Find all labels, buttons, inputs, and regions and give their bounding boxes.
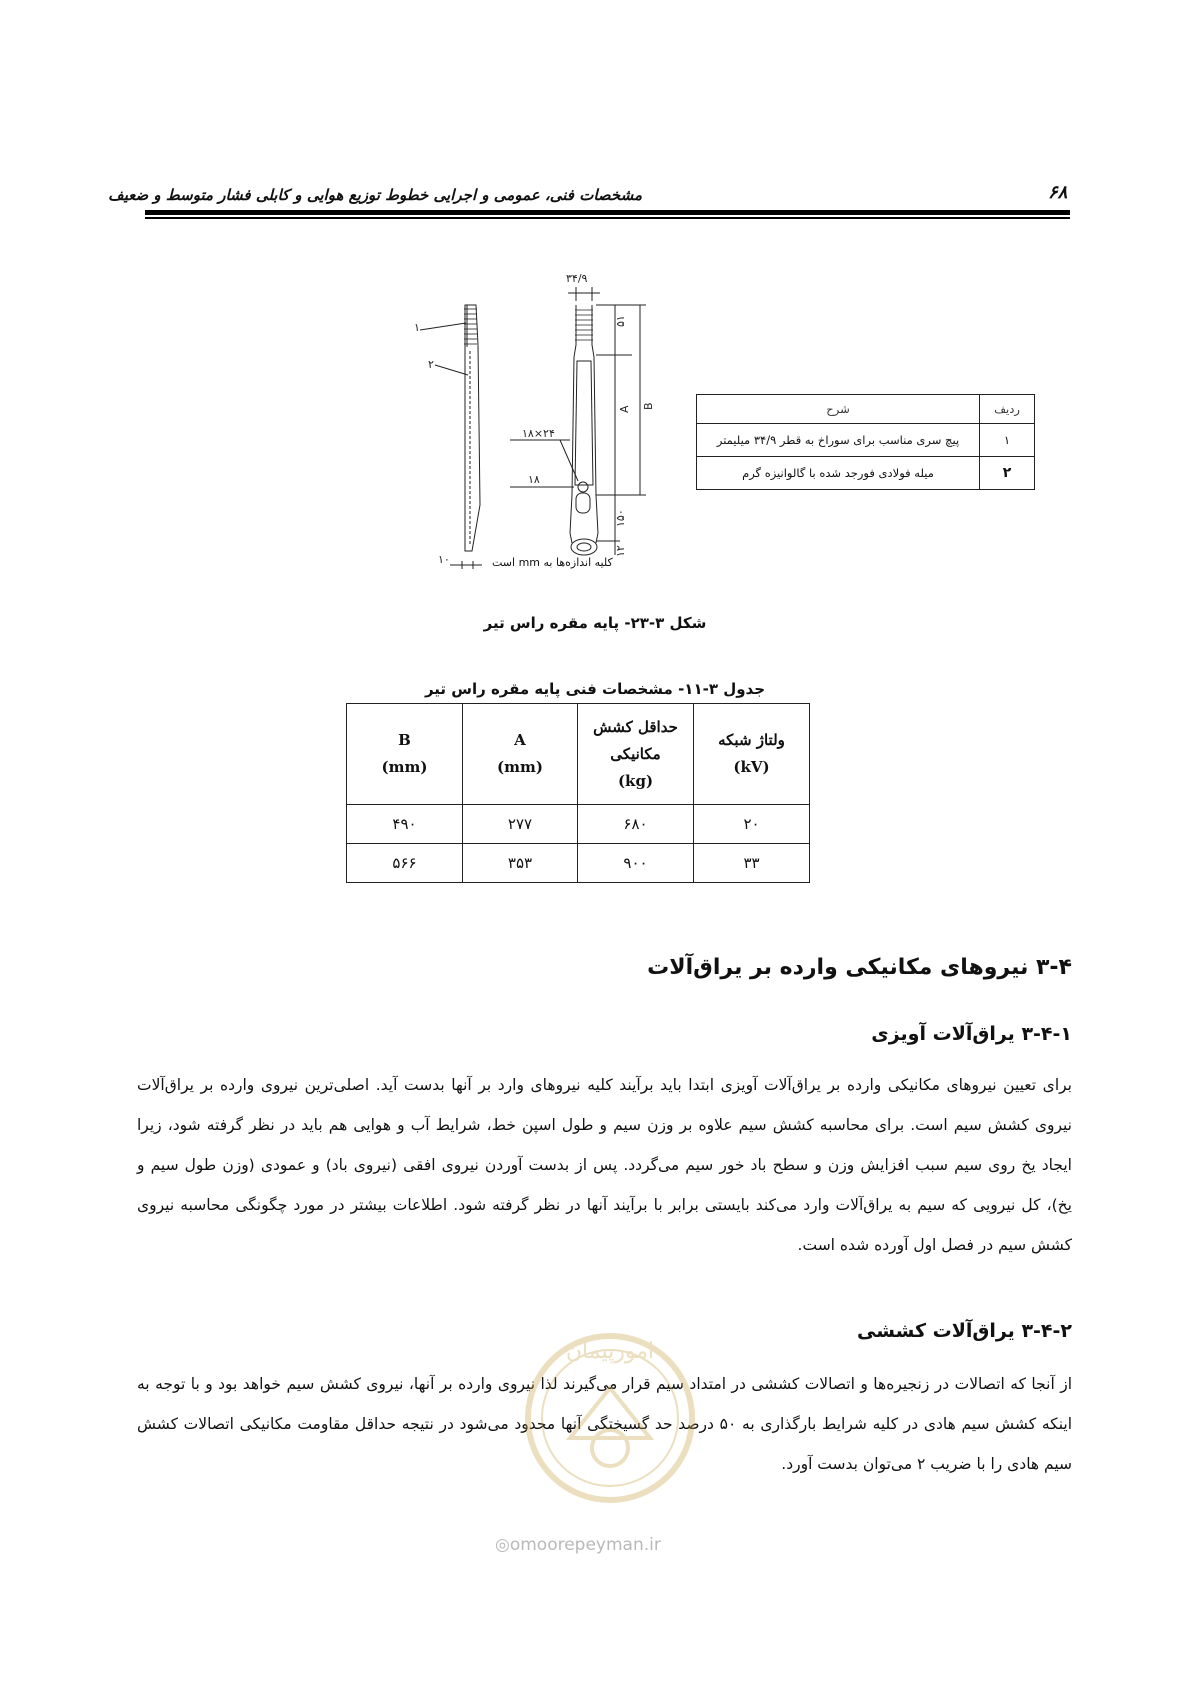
dim-18-label: ۱۸: [528, 473, 540, 486]
cell-tension: ۹۰۰: [578, 844, 694, 883]
col-header-b: B (mm): [347, 704, 463, 805]
cell-tension: ۶۸۰: [578, 805, 694, 844]
col-header-tension: حداقل کشش مکانیکی (kg): [578, 704, 694, 805]
table-row: [697, 424, 1035, 457]
running-header-title: مشخصات فنی، عمومی و اجرایی خطوط توزیع هوایی و کابلی فشار متوسط و ضعیف: [108, 186, 642, 204]
legend-row-desc: پیچ سری مناسب برای سوراخ به قطر ۳۴/۹ میلیمتر: [697, 424, 980, 457]
page-number: ۶۸: [1048, 182, 1068, 203]
insulator-pin-drawing: [410, 265, 670, 585]
subsection-heading-2: ۳-۴-۲ یراق‌آلات کششی: [857, 1320, 1072, 1342]
dim-top-label: ۳۴/۹: [566, 272, 588, 285]
section-heading: ۳-۴ نیروهای مکانیکی وارده بر یراق‌آلات: [647, 955, 1072, 980]
legend-header-desc: شرح: [697, 395, 980, 424]
table-row: [697, 457, 1035, 490]
dim-10-label: ۱۰: [438, 553, 450, 566]
svg-text:امورپیمان: امورپیمان: [565, 1339, 655, 1364]
at-icon: ◎: [495, 1535, 510, 1555]
table-row: [347, 844, 810, 883]
callout-2-label: ۲: [428, 358, 434, 371]
dim-a-label: A: [618, 405, 631, 413]
parts-legend-table: [696, 394, 1035, 490]
cell-b: ۴۹۰: [347, 805, 463, 844]
cell-a: ۲۷۷: [463, 805, 578, 844]
watermark-url: ◎omoorepeyman.ir: [495, 1535, 661, 1555]
legend-header-row: ردیف: [980, 395, 1035, 424]
watermark-logo: [520, 1318, 700, 1533]
figure-units-note: کلیه اندازه‌ها به mm است: [492, 556, 613, 569]
dim-51-label: ۵۱: [614, 315, 627, 327]
legend-row-number: ۲: [980, 457, 1035, 490]
table-row: [347, 805, 810, 844]
cell-a: ۳۵۳: [463, 844, 578, 883]
spec-table: [346, 703, 810, 883]
cell-voltage: ۲۰: [694, 805, 810, 844]
cell-b: ۵۶۶: [347, 844, 463, 883]
dim-150-label: ۱۵۰: [614, 509, 627, 527]
callout-1-label: ۱: [414, 321, 420, 334]
col-header-a: A (mm): [463, 704, 578, 805]
dim-12-label: ۱۲: [614, 545, 627, 557]
dim-b-label: B: [642, 402, 655, 410]
cell-voltage: ۳۳: [694, 844, 810, 883]
table-caption: جدول ۳-۱۱- مشخصات فنی پایه مقره راس تیر: [424, 680, 766, 698]
subsection-heading-1: ۳-۴-۱ یراق‌آلات آویزی: [871, 1023, 1072, 1045]
paragraph-tension: از آنجا که اتصالات در زنجیره‌ها و اتصالات کششی در امتداد سیم قرار می‌گیرند لذا نیروی وارده بر آنها، نیروی کشش سیم خواهد بود و با توجه به اینکه کشش سیم هادی در کلیه شرایط بارگذاری به ۵۰ درصد حد گسیختگی آنها محدود می‌شود در نتیجه حداقل مقاومت مکانیکی اتصالات کشش سیم هادی را با ضریب ۲ می‌توان بدست آورد.: [137, 1375, 1073, 1473]
header-rule-thick: [145, 210, 1070, 215]
hole-size-label: ۱۸×۲۴: [522, 427, 555, 440]
figure-caption: شکل ۳-۲۳- پایه مقره راس تیر: [483, 614, 707, 632]
header-rule-thin: [145, 217, 1070, 219]
col-header-voltage: ولتاژ شبکه (kV): [694, 704, 810, 805]
paragraph-suspension: برای تعیین نیروهای مکانیکی وارده بر یراق‌آلات آویزی ابتدا باید برآیند کلیه نیروهای وارد بر آنها بدست آید. اصلی‌ترین نیروی وارده بر یراق‌آلات نیروی کشش سیم است. برای محاسبه کشش سیم علاوه بر وزن سیم و طول اسپن خط، شرایط آب و هوایی هم باید در نظر گرفته شود، زیرا ایجاد یخ روی سیم سبب افزایش وزن و سطح باد خور سیم می‌گردد. پس از بدست آوردن نیروی افقی (نیروی باد) و عمودی (وزن طول سیم و یخ)، کل نیرویی که سیم به یراق‌آلات وارد می‌کند بایستی برابر با برآیند آنها در نظر گرفته شود. اطلاعات بیشتر در مورد چگونگی محاسبه نیروی کشش سیم در فصل اول آورده شده است.: [137, 1076, 1072, 1254]
legend-row-number: ۱: [980, 424, 1035, 457]
legend-row-desc: میله فولادی فورجد شده با گالوانیزه گرم: [697, 457, 980, 490]
